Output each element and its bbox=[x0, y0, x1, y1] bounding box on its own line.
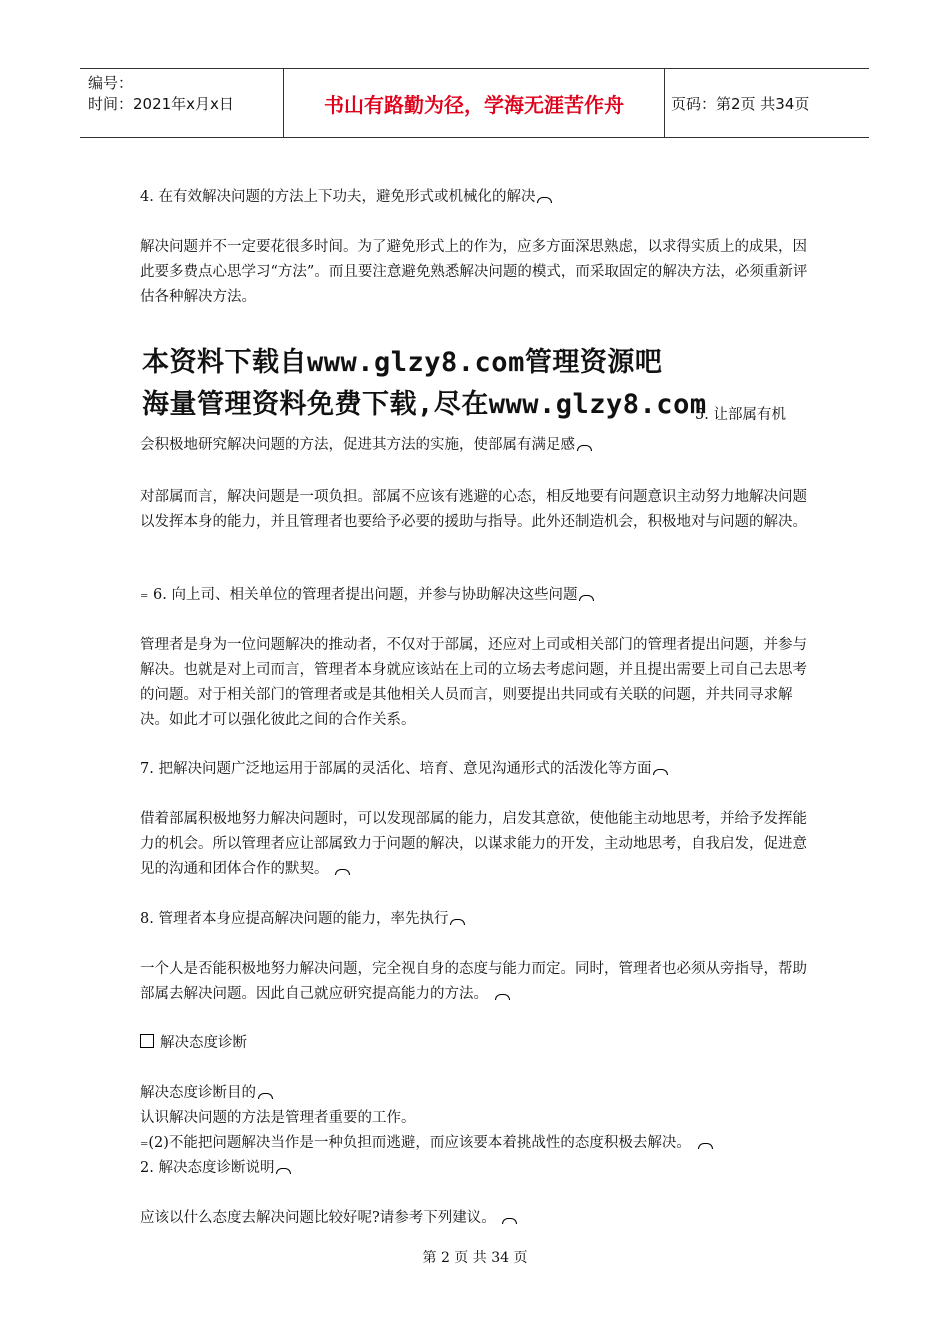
item6-body: 管理者是身为一位问题解决的推动者，不仅对于部属，还应对上司或相关部门的管理者提出问题，并参与解决。也就是对上司而言，管理者本身就应该站在上司的立场去考虑问题，并且提出需要上司自己去思考的问题。对于相关部门的管理者或是其他相关人员而言，则要提出共同或有关联的问题，并共同寻求解决。如此才可以强化彼此之间的合作关系。 bbox=[140, 637, 807, 728]
page-footer: 第 2 页 共 34 页 bbox=[422, 1250, 528, 1266]
page-header bbox=[80, 68, 869, 138]
item7-title: 7. 把解决问题广泛地运用于部属的灵活化、培育、意见沟通形式的活泼化等方面 bbox=[140, 757, 820, 782]
checkbox-square-icon bbox=[140, 1034, 154, 1048]
line-break-mark-icon bbox=[698, 1143, 713, 1149]
item4-title: 4. 在有效解决问题的方法上下功夫，避免形式或机械化的解决 bbox=[140, 185, 820, 210]
line-break-mark-icon bbox=[258, 1093, 273, 1099]
line-break-mark-icon bbox=[653, 769, 668, 775]
line-break-mark-icon bbox=[335, 869, 350, 875]
line-break-mark-icon bbox=[537, 197, 552, 203]
item5-body: 对部属而言，解决问题是一项负担。部属不应该有逃避的心态，相反地要有问题意识主动努力地解决问题以发挥本身的能力，并且管理者也要给予必要的援助与指导。此外还制造机会，积极地对与问题的解决。 bbox=[140, 489, 807, 530]
line-break-mark-icon bbox=[495, 994, 510, 1000]
item5-title-end: 会积极地研究解决问题的方法，促进其方法的实施，使部属有满足感 bbox=[140, 433, 820, 458]
item5-title-start: 5. 让部属有机 bbox=[695, 407, 786, 423]
line-break-mark-icon bbox=[579, 595, 594, 601]
header-meta bbox=[88, 73, 283, 115]
diag-question: 应该以什么态度去解决问题比较好呢?请参考下列建议。 bbox=[140, 1206, 820, 1231]
item6-title: = 6. 向上司、相关单位的管理者提出问题，并参与协助解决这些问题 bbox=[140, 583, 820, 609]
code-label: 编号： bbox=[88, 74, 134, 92]
item4-body: 解决问题并不一定要花很多时间。为了避免形式上的作为，应多方面深思熟虑，以求得实质上的成果，因此要多费点心思学习“方法”。而且要注意避免熟悉解决问题的模式，而采取固定的解决方法，必须重新评估各种解决方法。 bbox=[140, 239, 808, 305]
watermark-line-1: 本资料下载自www.glzy8.com管理资源吧 bbox=[142, 347, 663, 378]
line-break-mark-icon bbox=[450, 919, 465, 925]
header-page-code: 页码：第2页 共34页 bbox=[671, 94, 810, 113]
watermark-line-2: 海量管理资料免费下载,尽在www.glzy8.com bbox=[142, 389, 707, 420]
line-break-mark-icon bbox=[276, 1168, 291, 1174]
diag-purpose: 解决态度诊断目的 bbox=[140, 1081, 820, 1106]
line-break-mark-icon bbox=[502, 1218, 517, 1224]
diag-line2-prefix: = bbox=[140, 1139, 149, 1150]
item7-body: 借着部属积极地努力解决问题时，可以发现部属的能力，启发其意欲，使他能主动地思考，并给予发挥能力的机会。所以管理者应让部属致力于问题的解决，以谋求能力的开发，主动地思考，自我启发，促进意见的沟通和团体合作的默契。 bbox=[140, 811, 807, 877]
header-motto: 书山有路勤为径，学海无涯苦作舟 bbox=[324, 92, 624, 117]
item8-title: 8. 管理者本身应提高解决问题的能力，率先执行 bbox=[140, 907, 820, 932]
diag-description: 2. 解决态度诊断说明 bbox=[140, 1156, 820, 1181]
time-label: 时间：2021年x月x日 bbox=[88, 95, 234, 113]
diag-line-1: 认识解决问题的方法是管理者重要的工作。 bbox=[140, 1110, 416, 1126]
diag-line-2: =(2)不能把问题解决当作是一种负担而逃避，而应该要本着挑战性的态度积极去解决。 bbox=[140, 1131, 820, 1157]
section-diagnosis: 解决态度诊断 bbox=[140, 1031, 820, 1056]
line-break-mark-icon bbox=[577, 445, 592, 451]
item8-body: 一个人是否能积极地努力解决问题，完全视自身的态度与能力而定。同时，管理者也必须从旁指导，帮助部属去解决问题。因此自己就应研究提高能力的方法。 bbox=[140, 961, 807, 1002]
item6-prefix: = bbox=[140, 591, 149, 602]
